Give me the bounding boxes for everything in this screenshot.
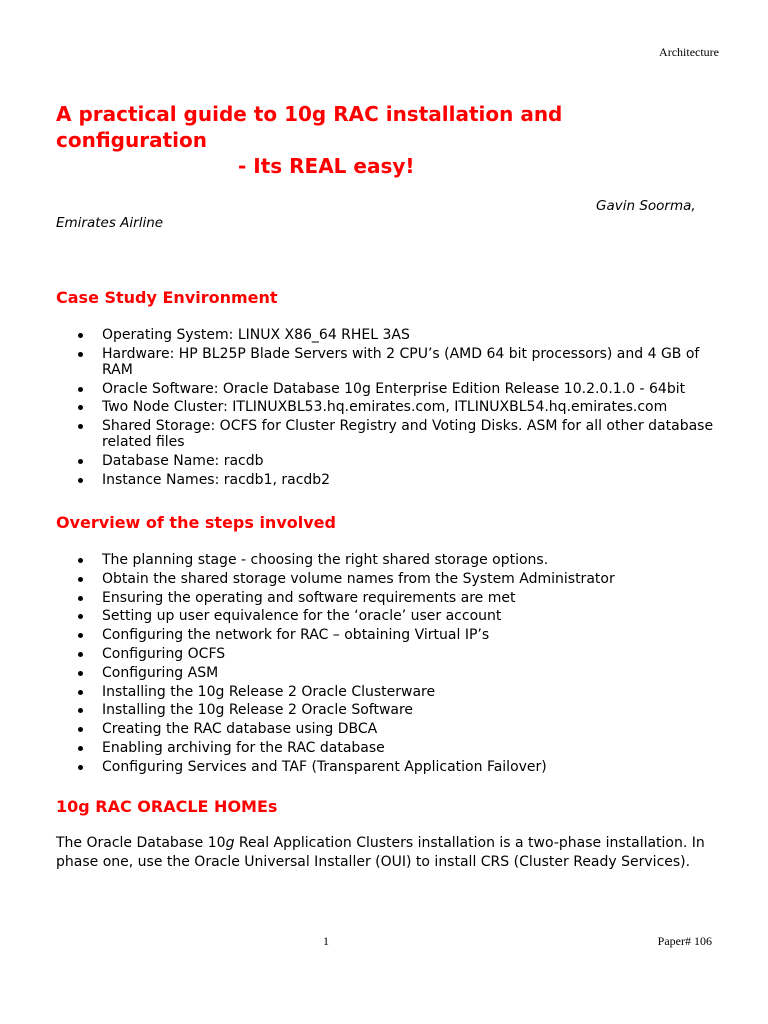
- paper-number: Paper# 106: [657, 934, 712, 948]
- list-item: Ensuring the operating and software requirements are met: [56, 590, 716, 606]
- case-study-list: [56, 327, 716, 491]
- list-item: Shared Storage: OCFS for Cluster Registry and Voting Disks. ASM for all other database related files: [56, 418, 716, 450]
- running-header: Architecture: [659, 45, 719, 59]
- list-item: Operating System: LINUX X86_64 RHEL 3AS: [56, 327, 716, 343]
- list-item: Setting up user equivalence for the ‘oracle’ user account: [56, 608, 716, 624]
- list-item: Instance Names: racdb1, racdb2: [56, 472, 716, 488]
- list-item: Installing the 10g Release 2 Oracle Clusterware: [56, 684, 716, 700]
- author-organization: Emirates Airline: [56, 215, 164, 231]
- paragraph-italic-g: g: [225, 835, 235, 851]
- section-heading-oracle-homes: 10g RAC ORACLE HOMEs: [56, 797, 278, 816]
- list-item: Configuring Services and TAF (Transparent Application Failover): [56, 759, 716, 775]
- list-item: Configuring ASM: [56, 665, 716, 681]
- author-name: Gavin Soorma,: [596, 198, 696, 214]
- list-item: Configuring OCFS: [56, 646, 716, 662]
- oracle-homes-paragraph: [56, 834, 716, 872]
- page-number: 1: [323, 934, 329, 948]
- overview-steps-list: [56, 552, 716, 778]
- title-subtitle: - Its REAL easy!: [238, 154, 415, 178]
- list-item: Database Name: racdb: [56, 453, 716, 469]
- list-item: Creating the RAC database using DBCA: [56, 721, 716, 737]
- list-item: Enabling archiving for the RAC database: [56, 740, 716, 756]
- list-item: Installing the 10g Release 2 Oracle Software: [56, 702, 716, 718]
- list-item: Oracle Software: Oracle Database 10g Enterprise Edition Release 10.2.0.1.0 - 64bit: [56, 381, 716, 397]
- list-item: The planning stage - choosing the right shared storage options.: [56, 552, 716, 568]
- title-main: A practical guide to 10g RAC installation and configuration: [56, 102, 563, 152]
- section-heading-overview: Overview of the steps involved: [56, 513, 336, 532]
- list-item: Two Node Cluster: ITLINUXBL53.hq.emirates.com, ITLINUXBL54.hq.emirates.com: [56, 399, 716, 415]
- section-heading-case-study: Case Study Environment: [56, 288, 278, 307]
- document-title: [56, 101, 696, 179]
- paragraph-text-end: Real Application Clusters installation is a two-phase installation. In phase one, use the Oracle Universal Installer (OUI) to install CRS (Cluster Ready Services).: [56, 835, 705, 870]
- list-item: Hardware: HP BL25P Blade Servers with 2 CPU’s (AMD 64 bit processors) and 4 GB of RAM: [56, 346, 716, 378]
- list-item: Obtain the shared storage volume names from the System Administrator: [56, 571, 716, 587]
- paragraph-text-start: The Oracle Database 10: [56, 835, 226, 851]
- list-item: Configuring the network for RAC – obtaining Virtual IP’s: [56, 627, 716, 643]
